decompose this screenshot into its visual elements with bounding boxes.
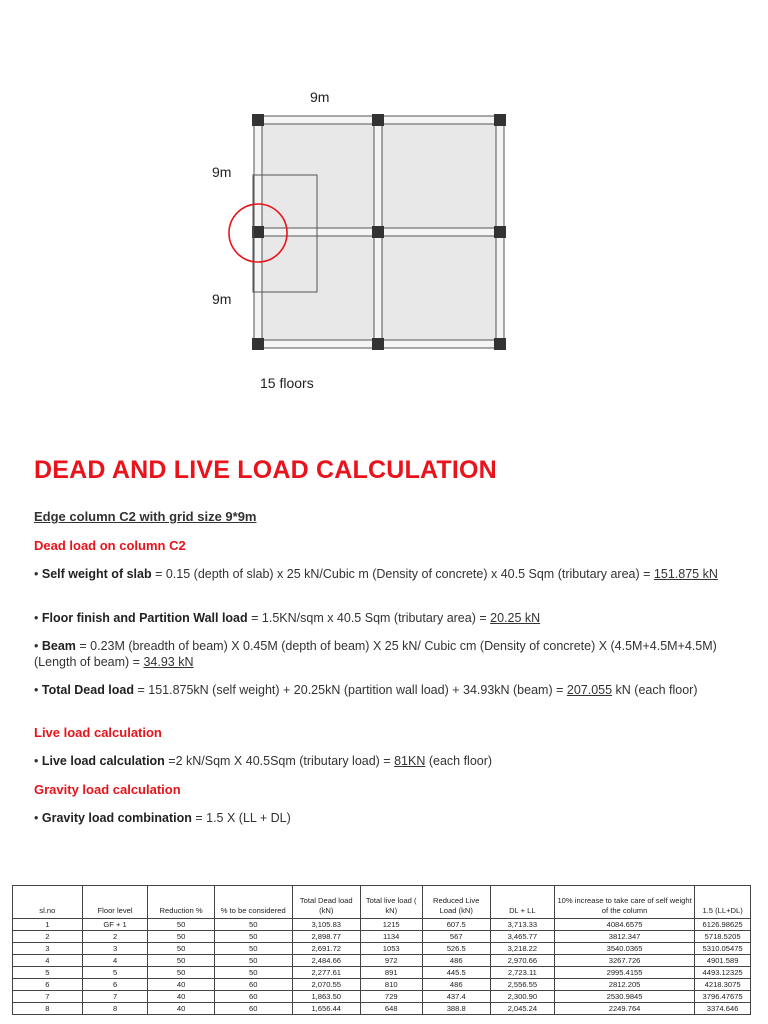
table-cell: 50 — [214, 943, 292, 955]
col-header: 10% increase to take care of self weight of the column — [554, 886, 694, 919]
table-cell: 2812.205 — [554, 979, 694, 991]
table-cell: 3 — [82, 943, 148, 955]
table-cell: 567 — [422, 931, 490, 943]
table-cell: 1,863.50 — [292, 991, 360, 1003]
beam-text: = 0.23M (breadth of beam) X 0.45M (depth of beam) X 25 kN/ Cubic cm (Density of concrete) X (4.5M+4.5M+4.5M) (Length of beam) = — [34, 639, 717, 669]
column-bottom-right — [494, 338, 506, 350]
total-dead-load-after: kN (each floor) — [612, 683, 698, 697]
column-c2 — [252, 226, 264, 238]
table-cell: 3374.646 — [695, 1003, 751, 1015]
table-cell: 2249.764 — [554, 1003, 694, 1015]
bullet: • — [34, 611, 42, 625]
bullet: • — [34, 811, 42, 825]
column-top-right — [494, 114, 506, 126]
dim-top-label: 9m — [310, 89, 330, 105]
live-load-after: (each floor) — [425, 754, 493, 768]
live-load-heading: Live load calculation — [34, 725, 162, 740]
live-load-result: 81KN — [394, 754, 426, 768]
table-cell: 891 — [360, 967, 422, 979]
table-cell: 486 — [422, 979, 490, 991]
live-load-text: =2 kN/Sqm X 40.5Sqm (tributary load) = — [164, 754, 395, 768]
table-cell: 810 — [360, 979, 422, 991]
floor-finish-label: Floor finish and Partition Wall load — [41, 611, 248, 625]
table-cell: 437.4 — [422, 991, 490, 1003]
column-bottom-center — [372, 338, 384, 350]
table-cell: 2,898.77 — [292, 931, 360, 943]
table-cell: 3267.726 — [554, 955, 694, 967]
total-dead-load-result: 207.055 — [566, 683, 613, 697]
table-cell: 8 — [13, 1003, 83, 1015]
total-dead-load-text: = 151.875kN (self weight) + 20.25kN (partition wall load) + 34.93kN (beam) = — [134, 683, 567, 697]
table-cell: 729 — [360, 991, 422, 1003]
table-cell: 1134 — [360, 931, 422, 943]
beam-result: 34.93 kN — [143, 655, 194, 669]
table-cell: 7 — [82, 991, 148, 1003]
slab-weight-line — [34, 566, 734, 582]
bullet: • — [34, 567, 42, 581]
table-cell: 50 — [214, 919, 292, 931]
table-cell: 1215 — [360, 919, 422, 931]
floor-finish-line — [34, 610, 734, 626]
table-cell: 2530.9845 — [554, 991, 694, 1003]
col-header: Reduced Live Load (kN) — [422, 886, 490, 919]
live-load-line — [34, 753, 734, 769]
table-cell: 50 — [148, 931, 214, 943]
beam-line — [34, 638, 734, 670]
table-cell: 60 — [214, 979, 292, 991]
floor-finish-text: = 1.5KN/sqm x 40.5 Sqm (tributary area) = — [247, 611, 491, 625]
table-cell: 40 — [148, 979, 214, 991]
table-cell: 40 — [148, 991, 214, 1003]
table-cell: 3812.347 — [554, 931, 694, 943]
column-bottom-left — [252, 338, 264, 350]
table-cell: 648 — [360, 1003, 422, 1015]
table-cell: 50 — [214, 955, 292, 967]
dim-left-lower-label: 9m — [212, 291, 232, 307]
table-header-row — [13, 886, 751, 919]
table-cell: 2,484.66 — [292, 955, 360, 967]
table-cell: 4 — [13, 955, 83, 967]
table-cell: 2,691.72 — [292, 943, 360, 955]
table-cell: 4901.589 — [695, 955, 751, 967]
table-cell: 50 — [214, 967, 292, 979]
column-center — [372, 226, 384, 238]
table-cell: 2,045.24 — [490, 1003, 554, 1015]
col-header: 1.5 (LL+DL) — [695, 886, 751, 919]
col-header: sl.no — [13, 886, 83, 919]
gravity-load-label: Gravity load combination — [41, 811, 192, 825]
table-cell: 3,218.22 — [490, 943, 554, 955]
col-header: Floor level — [82, 886, 148, 919]
beam-label: Beam — [41, 639, 76, 653]
table-cell: 8 — [82, 1003, 148, 1015]
bullet: • — [34, 683, 42, 697]
table-row — [13, 919, 751, 931]
table-row — [13, 1003, 751, 1015]
col-header: % to be considered — [214, 886, 292, 919]
table-cell: 5 — [82, 967, 148, 979]
slab-weight-result: 151.875 kN — [653, 567, 718, 581]
table-cell: 6 — [13, 979, 83, 991]
slab-weight-text: = 0.15 (depth of slab) x 25 kN/Cubic m (Density of concrete) x 40.5 Sqm (tributary area) = — [151, 567, 654, 581]
col-header: Reduction % — [148, 886, 214, 919]
table-cell: 445.5 — [422, 967, 490, 979]
table-cell: 4 — [82, 955, 148, 967]
section-subheading: Edge column C2 with grid size 9*9m — [34, 509, 257, 524]
total-dead-load-line — [34, 682, 734, 698]
column-top-center — [372, 114, 384, 126]
col-header: Total live load ( kN) — [360, 886, 422, 919]
slab-weight-label: Self weight of slab — [41, 567, 152, 581]
table-row — [13, 979, 751, 991]
table-cell: 3,465.77 — [490, 931, 554, 943]
table-cell: 486 — [422, 955, 490, 967]
col-header: DL + LL — [490, 886, 554, 919]
column-c1 — [252, 114, 264, 126]
table-row — [13, 931, 751, 943]
col-header: Total Dead load (kN) — [292, 886, 360, 919]
floor-finish-result: 20.25 kN — [490, 611, 541, 625]
table-cell: 1 — [13, 919, 83, 931]
table-row — [13, 955, 751, 967]
table-cell: 2,277.61 — [292, 967, 360, 979]
load-table — [12, 885, 751, 1015]
table-cell: 388.8 — [422, 1003, 490, 1015]
table-cell: 1053 — [360, 943, 422, 955]
table-cell: 50 — [148, 955, 214, 967]
gravity-load-heading: Gravity load calculation — [34, 782, 181, 797]
table-row — [13, 967, 751, 979]
floor-plan-diagram — [0, 0, 768, 420]
table-cell: 4493.12325 — [695, 967, 751, 979]
table-cell: 607.5 — [422, 919, 490, 931]
table-cell: 60 — [214, 1003, 292, 1015]
table-cell: 50 — [214, 931, 292, 943]
table-cell: 50 — [148, 943, 214, 955]
table-cell: 2,723.11 — [490, 967, 554, 979]
table-body — [13, 919, 751, 1015]
table-cell: 50 — [148, 919, 214, 931]
table-row — [13, 943, 751, 955]
table-cell: 50 — [148, 967, 214, 979]
table-cell: 2,300.90 — [490, 991, 554, 1003]
gravity-load-line — [34, 810, 734, 826]
page-title: DEAD AND LIVE LOAD CALCULATION — [34, 456, 497, 484]
table-cell: 2,970.66 — [490, 955, 554, 967]
table-cell: 2 — [82, 931, 148, 943]
table-cell: 3796.47675 — [695, 991, 751, 1003]
table-cell: 2 — [13, 931, 83, 943]
column-mid-right — [494, 226, 506, 238]
table-cell: GF + 1 — [82, 919, 148, 931]
live-load-label: Live load calculation — [41, 754, 165, 768]
table-cell: 5 — [13, 967, 83, 979]
table-cell: 2,556.55 — [490, 979, 554, 991]
total-dead-load-label: Total Dead load — [41, 683, 134, 697]
dim-left-upper-label: 9m — [212, 164, 232, 180]
table-cell: 4084.6575 — [554, 919, 694, 931]
table-cell: 6126.98625 — [695, 919, 751, 931]
table-row — [13, 991, 751, 1003]
bullet: • — [34, 639, 42, 653]
bullet: • — [34, 754, 42, 768]
table-cell: 4218.3075 — [695, 979, 751, 991]
floors-label: 15 floors — [260, 375, 314, 391]
table-cell: 526.5 — [422, 943, 490, 955]
dead-load-heading: Dead load on column C2 — [34, 538, 186, 553]
table-cell: 5718.5205 — [695, 931, 751, 943]
table-cell: 7 — [13, 991, 83, 1003]
table-cell: 1,656.44 — [292, 1003, 360, 1015]
gravity-load-text: = 1.5 X (LL + DL) — [191, 811, 291, 825]
table-cell: 972 — [360, 955, 422, 967]
table-cell: 60 — [214, 991, 292, 1003]
table-cell: 6 — [82, 979, 148, 991]
table-cell: 2,070.55 — [292, 979, 360, 991]
table-cell: 40 — [148, 1003, 214, 1015]
table-cell: 3 — [13, 943, 83, 955]
table-cell: 5310.05475 — [695, 943, 751, 955]
table-cell: 3,105.83 — [292, 919, 360, 931]
table-cell: 3,713.33 — [490, 919, 554, 931]
table-cell: 2995.4155 — [554, 967, 694, 979]
table-cell: 3540.0365 — [554, 943, 694, 955]
